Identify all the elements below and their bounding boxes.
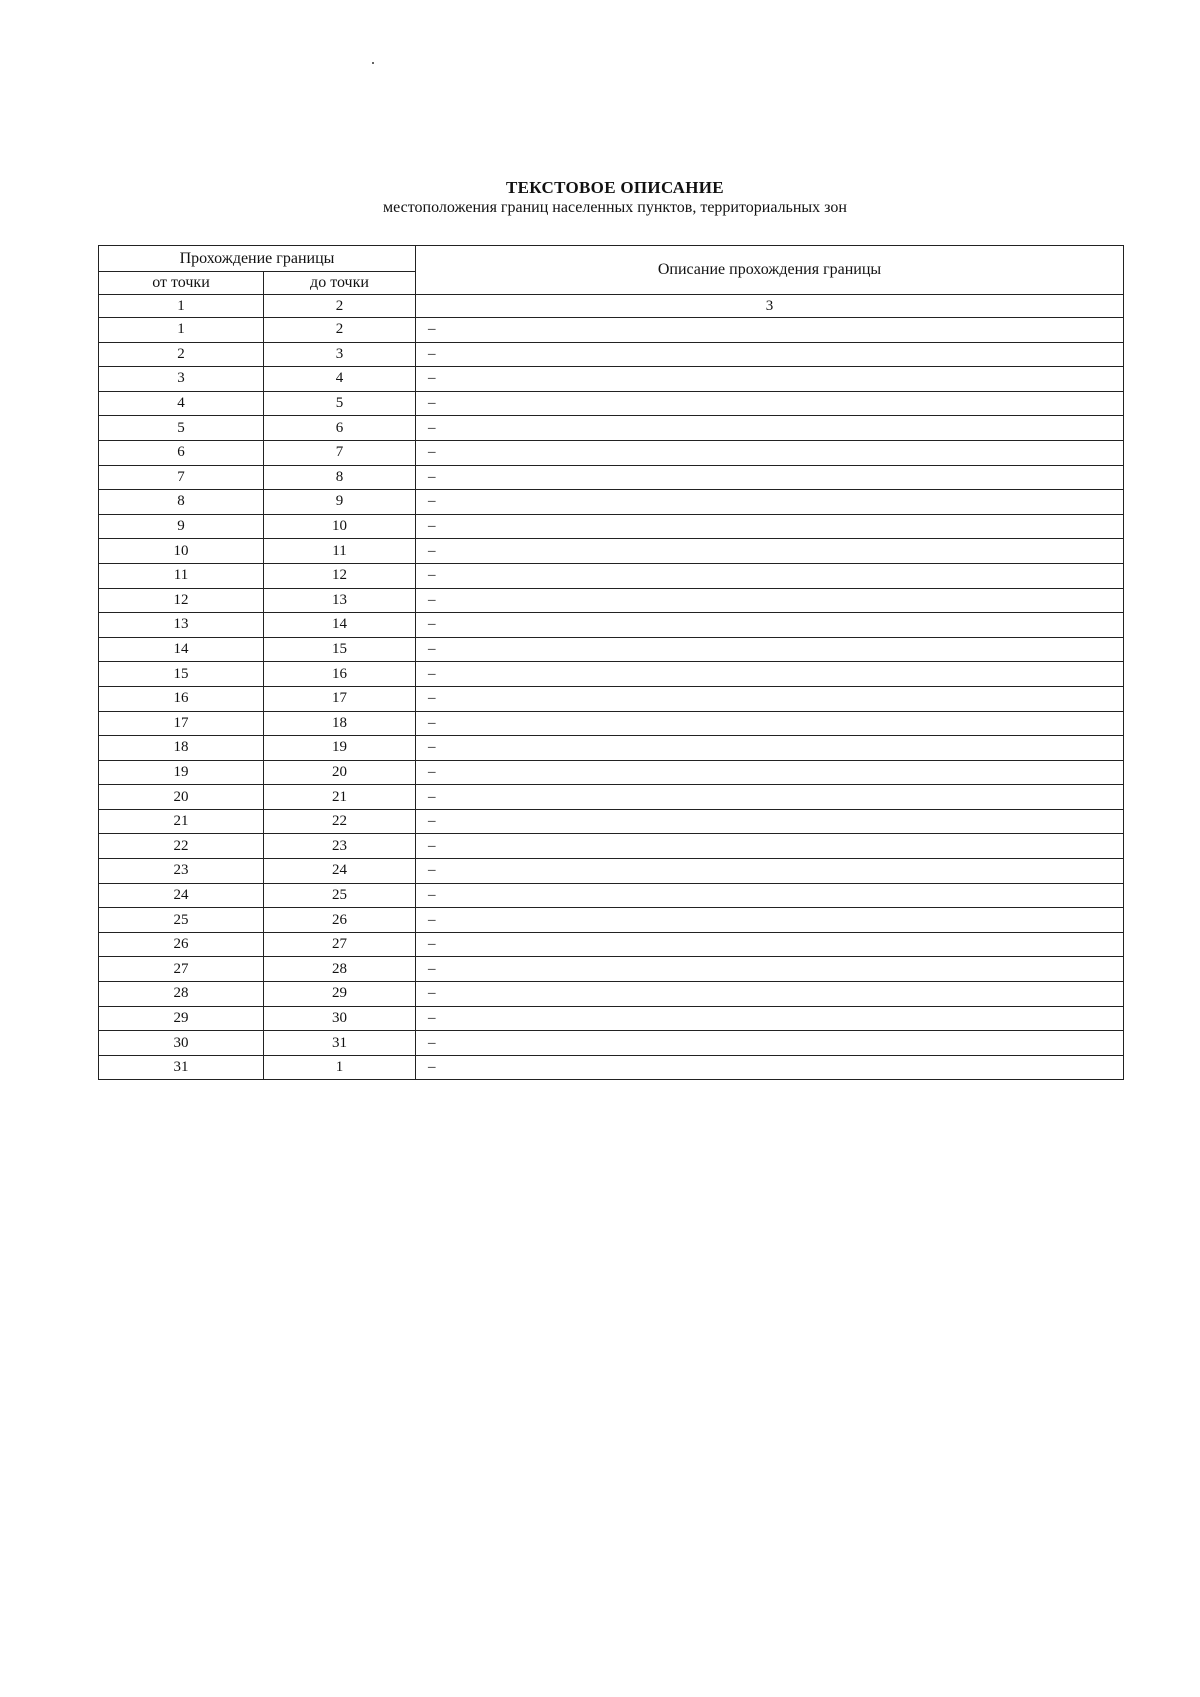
cell-from-point: 19 [99,760,264,785]
cell-description: – [416,760,1124,785]
boundary-table-body [99,318,1124,1080]
cell-description: – [416,1006,1124,1031]
table-row [99,834,1124,859]
cell-description: – [416,859,1124,884]
cell-description: – [416,736,1124,761]
table-row [99,1055,1124,1080]
cell-from-point: 30 [99,1031,264,1056]
cell-from-point: 11 [99,563,264,588]
cell-from-point: 10 [99,539,264,564]
table-row [99,613,1124,638]
cell-to-point: 26 [264,908,416,933]
cell-description: – [416,367,1124,392]
cell-from-point: 22 [99,834,264,859]
table-row [99,416,1124,441]
table-row [99,859,1124,884]
cell-from-point: 17 [99,711,264,736]
cell-from-point: 16 [99,686,264,711]
cell-to-point: 7 [264,440,416,465]
cell-from-point: 2 [99,342,264,367]
boundary-table [98,245,1124,1080]
cell-from-point: 29 [99,1006,264,1031]
table-row [99,563,1124,588]
cell-to-point: 1 [264,1055,416,1080]
cell-to-point: 11 [264,539,416,564]
header-from-point: от точки [99,272,264,295]
table-row [99,883,1124,908]
cell-from-point: 23 [99,859,264,884]
cell-description: – [416,1055,1124,1080]
table-row [99,711,1124,736]
cell-to-point: 17 [264,686,416,711]
cell-to-point: 23 [264,834,416,859]
cell-from-point: 3 [99,367,264,392]
column-number-3: 3 [416,295,1124,318]
cell-from-point: 15 [99,662,264,687]
cell-to-point: 13 [264,588,416,613]
cell-description: – [416,318,1124,343]
cell-from-point: 18 [99,736,264,761]
cell-from-point: 25 [99,908,264,933]
boundary-table-header [99,246,1124,318]
header-row-column-numbers [99,295,1124,318]
cell-description: – [416,908,1124,933]
cell-description: – [416,1031,1124,1056]
cell-from-point: 24 [99,883,264,908]
cell-from-point: 27 [99,957,264,982]
cell-description: – [416,957,1124,982]
cell-to-point: 6 [264,416,416,441]
cell-from-point: 28 [99,982,264,1007]
header-boundary-passage: Прохождение границы [99,246,416,272]
table-row [99,342,1124,367]
cell-to-point: 5 [264,391,416,416]
cell-description: – [416,440,1124,465]
cell-to-point: 8 [264,465,416,490]
cell-from-point: 31 [99,1055,264,1080]
document-subtitle: местоположения границ населенных пунктов, территориальных зон [383,199,847,216]
stray-dot-mark [372,62,374,64]
cell-from-point: 8 [99,490,264,515]
cell-to-point: 15 [264,637,416,662]
cell-from-point: 21 [99,809,264,834]
table-row [99,809,1124,834]
cell-description: – [416,883,1124,908]
column-number-2: 2 [264,295,416,318]
cell-description: – [416,563,1124,588]
cell-to-point: 20 [264,760,416,785]
cell-to-point: 14 [264,613,416,638]
cell-to-point: 18 [264,711,416,736]
cell-description: – [416,588,1124,613]
cell-from-point: 1 [99,318,264,343]
document-title: ТЕКСТОВОЕ ОПИСАНИЕ [506,178,724,197]
cell-description: – [416,662,1124,687]
cell-description: – [416,809,1124,834]
table-row [99,514,1124,539]
cell-to-point: 2 [264,318,416,343]
cell-to-point: 30 [264,1006,416,1031]
cell-to-point: 22 [264,809,416,834]
cell-description: – [416,613,1124,638]
table-row [99,367,1124,392]
cell-description: – [416,711,1124,736]
cell-to-point: 29 [264,982,416,1007]
cell-to-point: 25 [264,883,416,908]
cell-to-point: 31 [264,1031,416,1056]
header-row-group [99,246,1124,272]
cell-to-point: 21 [264,785,416,810]
cell-from-point: 7 [99,465,264,490]
cell-to-point: 9 [264,490,416,515]
cell-from-point: 5 [99,416,264,441]
cell-from-point: 6 [99,440,264,465]
table-row [99,490,1124,515]
cell-description: – [416,391,1124,416]
header-to-point: до точки [264,272,416,295]
cell-description: – [416,785,1124,810]
cell-description: – [416,465,1124,490]
cell-to-point: 24 [264,859,416,884]
table-row [99,391,1124,416]
cell-from-point: 4 [99,391,264,416]
cell-to-point: 4 [264,367,416,392]
table-row [99,588,1124,613]
cell-description: – [416,637,1124,662]
table-row [99,637,1124,662]
cell-from-point: 14 [99,637,264,662]
table-row [99,539,1124,564]
table-row [99,662,1124,687]
cell-description: – [416,539,1124,564]
cell-description: – [416,834,1124,859]
cell-description: – [416,342,1124,367]
cell-to-point: 19 [264,736,416,761]
table-row [99,785,1124,810]
cell-description: – [416,686,1124,711]
cell-from-point: 12 [99,588,264,613]
table-row [99,908,1124,933]
table-row [99,932,1124,957]
table-row [99,1031,1124,1056]
table-row [99,440,1124,465]
table-row [99,686,1124,711]
cell-from-point: 20 [99,785,264,810]
header-description: Описание прохождения границы [416,246,1124,295]
cell-description: – [416,416,1124,441]
table-row [99,1006,1124,1031]
cell-to-point: 16 [264,662,416,687]
cell-description: – [416,932,1124,957]
table-row [99,982,1124,1007]
cell-to-point: 27 [264,932,416,957]
cell-from-point: 13 [99,613,264,638]
cell-description: – [416,982,1124,1007]
table-row [99,957,1124,982]
table-row [99,318,1124,343]
cell-to-point: 12 [264,563,416,588]
cell-to-point: 10 [264,514,416,539]
table-row [99,465,1124,490]
cell-description: – [416,514,1124,539]
cell-from-point: 26 [99,932,264,957]
column-number-1: 1 [99,295,264,318]
cell-from-point: 9 [99,514,264,539]
table-row [99,760,1124,785]
table-row [99,736,1124,761]
cell-to-point: 3 [264,342,416,367]
cell-description: – [416,490,1124,515]
cell-to-point: 28 [264,957,416,982]
